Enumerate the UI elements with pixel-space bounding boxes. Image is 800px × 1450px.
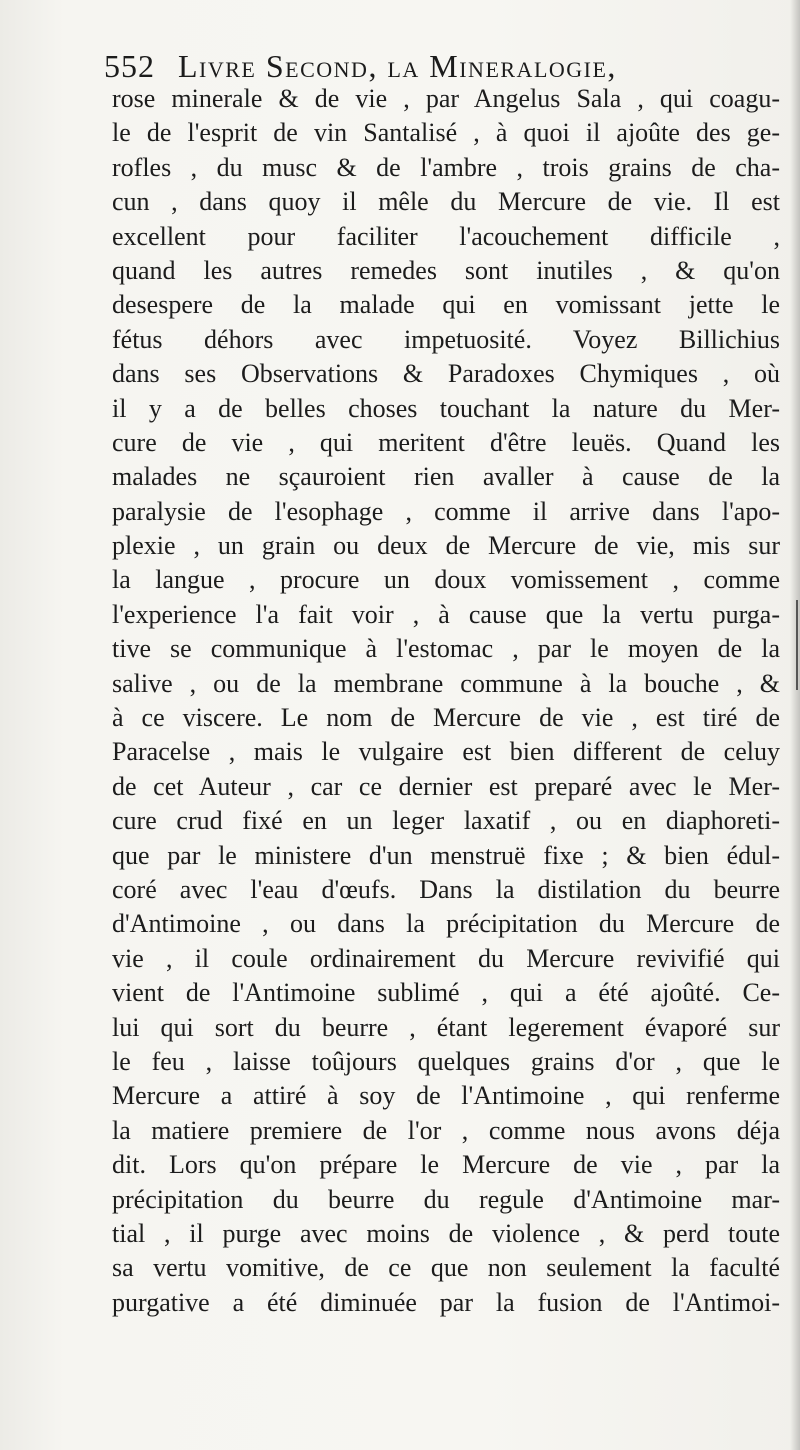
text-line: la matiere premiere de l'or , comme nous avons déja	[112, 1115, 780, 1145]
text-line: le feu , laisse toûjours quelques grains d'or , que le	[112, 1046, 780, 1076]
text-line: Mercure a attiré à soy de l'Antimoine , qui renferme	[112, 1081, 780, 1111]
text-line: salive , ou de la membrane commune à la bouche , &	[112, 668, 780, 698]
page-gutter-shadow	[790, 0, 800, 1450]
text-line: vient de l'Antimoine sublimé , qui a été ajoûté. Ce-	[112, 978, 780, 1008]
text-line: rofles , du musc & de l'ambre , trois grains de cha-	[112, 152, 780, 182]
text-line: l'experience l'a fait voir , à cause que la vertu purga-	[112, 599, 780, 629]
text-line: quand les autres remedes sont inutiles , & qu'on	[112, 255, 780, 285]
text-line: la langue , procure un doux vomissement , comme	[112, 565, 780, 595]
text-line: tial , il purge avec moins de violence , & perd toute	[112, 1218, 780, 1248]
text-line: Paracelse , mais le vulgaire est bien different de celuy	[112, 737, 780, 767]
text-line: paralysie de l'esophage , comme il arrive dans l'apo-	[112, 496, 780, 526]
text-line: fétus déhors avec impetuosité. Voyez Billichius	[112, 324, 780, 354]
body-text	[112, 82, 780, 1320]
text-line: d'Antimoine , ou dans la précipitation du Mercure de	[112, 909, 780, 939]
text-line: tive se communique à l'estomac , par le moyen de la	[112, 634, 780, 664]
page-edge-mark	[796, 600, 798, 690]
text-line: malades ne sçauroient rien avaller à cause de la	[112, 462, 780, 492]
text-line: précipitation du beurre du regule d'Antimoine mar-	[112, 1184, 780, 1214]
text-line: cure crud fixé en un leger laxatif , ou en diaphoreti-	[112, 806, 780, 836]
text-line: dans ses Observations & Paradoxes Chymiques , où	[112, 359, 780, 389]
text-line: le de l'esprit de vin Santalisé , à quoi il ajoûte des ge-	[112, 118, 780, 148]
text-line: dit. Lors qu'on prépare le Mercure de vie , par la	[112, 1150, 780, 1180]
text-line: sa vertu vomitive, de ce que non seulement la faculté	[112, 1253, 780, 1283]
text-line: vie , il coule ordinairement du Mercure revivifié qui	[112, 943, 780, 973]
text-line: plexie , un grain ou deux de Mercure de vie, mis sur	[112, 531, 780, 561]
text-line: desespere de la malade qui en vomissant jette le	[112, 290, 780, 320]
text-line: il y a de belles choses touchant la nature du Mer-	[112, 393, 780, 423]
text-line: excellent pour faciliter l'acouchement difficile ,	[112, 221, 780, 251]
text-line: cure de vie , qui meritent d'être leuës. Quand les	[112, 427, 780, 457]
text-line: rose minerale & de vie , par Angelus Sala , qui coagu-	[112, 84, 780, 113]
text-line: lui qui sort du beurre , étant legerement évaporé sur	[112, 1012, 780, 1042]
text-line: de cet Auteur , car ce dernier est preparé avec le Mer-	[112, 771, 780, 801]
text-line: coré avec l'eau d'œufs. Dans la distilation du beurre	[112, 874, 780, 904]
running-title: Livre Second, la Mineralogie,	[178, 48, 617, 84]
page-number: 552	[104, 48, 155, 84]
text-line: cun , dans quoy il mêle du Mercure de vie. Il est	[112, 187, 780, 217]
text-line: à ce viscere. Le nom de Mercure de vie , est tiré de	[112, 703, 780, 733]
text-line: purgative a été diminuée par la fusion de l'Antimoi-	[112, 1287, 780, 1317]
text-line: que par le ministere d'un menstruë fixe ; & bien édul-	[112, 840, 780, 870]
